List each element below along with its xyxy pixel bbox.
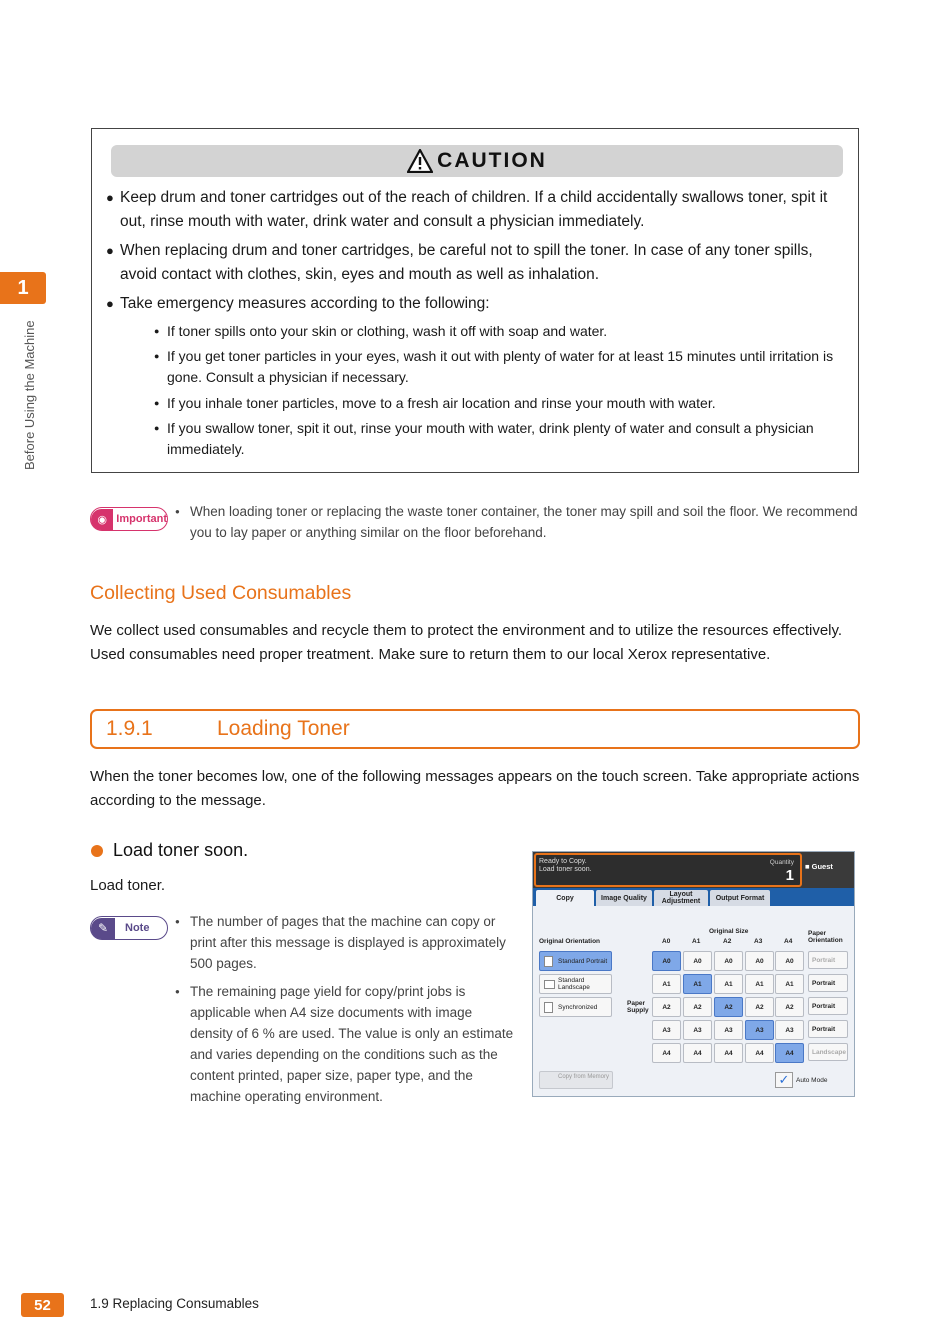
page-number: 52	[21, 1293, 64, 1317]
orientation-label: Standard Portrait	[558, 957, 608, 965]
subsection-number: 1.9.1	[106, 717, 153, 740]
paper-supply-label: Paper Supply	[627, 1000, 649, 1014]
quantity-value: 1	[785, 867, 794, 884]
orientation-standard-landscape[interactable]	[539, 974, 612, 994]
size-cell[interactable]: A2	[714, 997, 743, 1017]
chapter-title-vertical: Before Using the Machine	[22, 320, 37, 470]
tab-image-quality-label: Image Quality	[601, 894, 647, 902]
note-bullet: ● The remaining page yield for copy/print jobs is applicable when A4 size documents with image density of 6 % are used. The value is only an estimate and varies depending on the conditions such as the content printed, paper size, paper type, and the machine operating environment.	[175, 981, 515, 1107]
screen-status-message	[534, 853, 802, 887]
paper-orientation-button[interactable]: Landscape	[808, 1043, 848, 1061]
quantity-label: Quantity	[769, 859, 794, 866]
size-cell[interactable]: A1	[775, 974, 804, 994]
size-col-header: A1	[692, 938, 701, 945]
size-cell[interactable]: A4	[775, 1043, 804, 1063]
size-cell[interactable]: A1	[745, 974, 774, 994]
caution-bullet: ● When replacing drum and toner cartridges, be careful not to spill the toner. In case of any toner spills, avoid contact with clothes, skin, eyes and mouth as well as inhalation.	[106, 239, 846, 287]
important-badge	[90, 507, 168, 531]
screen-tab-bar	[533, 888, 854, 906]
footer-section: 1.9 Replacing Consumables	[90, 1296, 259, 1311]
caution-title: CAUTION	[437, 149, 547, 172]
copy-from-memory-button[interactable]: Copy from Memory	[539, 1071, 613, 1089]
auto-mode-label: Auto Mode	[796, 1076, 828, 1084]
orientation-standard-portrait[interactable]	[539, 951, 612, 971]
size-cell[interactable]: A0	[745, 951, 774, 971]
size-cell[interactable]: A4	[683, 1043, 712, 1063]
tab-layout-adjustment[interactable]	[654, 890, 708, 906]
orientation-label: Synchronized	[558, 1003, 598, 1011]
note-label: Note	[125, 922, 150, 934]
important-text: ● When loading toner or replacing the waste toner container, the toner may spill and soil the floor. We recommend you to lay paper or anything similar on the floor beforehand.	[175, 501, 865, 543]
tab-image-quality[interactable]	[596, 890, 652, 906]
size-cell[interactable]: A2	[652, 997, 681, 1017]
important-icon: ◉	[91, 509, 113, 530]
subsection-title: Loading Toner	[217, 717, 350, 740]
tab-copy[interactable]	[536, 890, 594, 906]
size-cell[interactable]: A0	[775, 951, 804, 971]
caution-sub-bullet: ● If toner spills onto your skin or clothing, wash it off with soap and water.	[154, 321, 844, 342]
size-cell[interactable]: A3	[775, 1020, 804, 1040]
size-cell[interactable]: A2	[683, 997, 712, 1017]
touch-screen-illustration	[532, 851, 855, 1097]
size-cell[interactable]: A4	[745, 1043, 774, 1063]
original-orientation-label: Original Orientation	[539, 938, 601, 945]
tab-copy-label: Copy	[556, 894, 574, 902]
size-cell[interactable]: A3	[714, 1020, 743, 1040]
size-col-header: A4	[784, 938, 793, 945]
size-cell[interactable]: A2	[775, 997, 804, 1017]
checkmark-icon: ✓	[775, 1072, 793, 1088]
size-cell[interactable]: A3	[683, 1020, 712, 1040]
section-title-collecting: Collecting Used Consumables	[90, 582, 352, 604]
size-col-header: A2	[723, 938, 732, 945]
orientation-label: Standard Landscape	[558, 977, 590, 991]
size-cell[interactable]: A4	[714, 1043, 743, 1063]
tab-output-format[interactable]	[710, 890, 770, 906]
paper-orientation-button[interactable]: Portrait	[808, 974, 848, 992]
user-icon: ■	[805, 862, 812, 871]
screen-top-bar	[533, 852, 854, 888]
caution-sub-bullet: ● If you get toner particles in your eyes, wash it out with plenty of water for at least 15 minutes until irritation is gone. Consult a physician if necessary.	[154, 346, 844, 388]
pencil-icon: ✎	[91, 918, 115, 939]
size-cell[interactable]: A0	[652, 951, 681, 971]
size-cell[interactable]: A1	[683, 974, 712, 994]
original-size-label: Original Size	[709, 928, 749, 935]
portrait-page-icon	[544, 956, 553, 967]
paper-orientation-button[interactable]: Portrait	[808, 1020, 848, 1038]
landscape-page-icon	[544, 980, 555, 989]
paper-orientation-button[interactable]: Portrait	[808, 997, 848, 1015]
size-cell[interactable]: A1	[714, 974, 743, 994]
size-cell[interactable]: A0	[714, 951, 743, 971]
paper-orientation-button[interactable]: Portrait	[808, 951, 848, 969]
guest-label: Guest	[811, 862, 833, 871]
size-cell[interactable]: A2	[745, 997, 774, 1017]
note-bullet: ● The number of pages that the machine can copy or print after this message is displayed is approximately 500 pages.	[175, 911, 515, 974]
caution-sub-bullet: ● If you inhale toner particles, move to a fresh air location and rinse your mouth with water.	[154, 393, 844, 414]
caution-bullet: ● Take emergency measures according to the following:	[106, 292, 846, 316]
warning-triangle-icon	[407, 149, 433, 173]
guest-button[interactable]	[805, 862, 833, 871]
caution-header	[111, 145, 843, 177]
chapter-number-tab: 1	[0, 272, 46, 304]
size-cell[interactable]: A0	[683, 951, 712, 971]
status-line-2: Load toner soon.	[539, 866, 592, 873]
size-cell[interactable]: A3	[652, 1020, 681, 1040]
note-badge	[90, 916, 168, 940]
size-cell[interactable]: A1	[652, 974, 681, 994]
size-cell[interactable]: A4	[652, 1043, 681, 1063]
caution-box	[91, 128, 859, 473]
caution-bullet: ● Keep drum and toner cartridges out of the reach of children. If a child accidentally swallows toner, spit it out, rinse mouth with water, drink water and consult a physician immediately.	[106, 186, 846, 234]
collecting-body: We collect used consumables and recycle them to protect the environment and to utilize the resources effectively. Used consumables need proper treatment. Make sure to return them to our local Xerox representative.	[90, 622, 843, 663]
message-heading: Load toner soon.	[91, 840, 248, 861]
caution-sub-bullet: ● If you swallow toner, spit it out, rinse your mouth with water, drink plenty of water and consult a physician immediately.	[154, 418, 844, 460]
subsection-heading	[90, 709, 860, 749]
size-cell[interactable]: A3	[745, 1020, 774, 1040]
subsection-intro: When the toner becomes low, one of the following messages appears on the touch screen. Take appropriate actions according to the message.	[90, 768, 860, 809]
auto-mode-toggle[interactable]	[775, 1072, 827, 1088]
paper-orientation-label: Paper Orientation	[808, 930, 843, 944]
status-line-1: Ready to Copy.	[539, 858, 587, 865]
tab-output-label: Output Format	[715, 894, 765, 902]
important-label: Important	[116, 513, 167, 525]
message-action: Load toner.	[90, 877, 166, 894]
synchronized-icon	[544, 1002, 553, 1013]
tab-layout-label: Layout Adjustment	[661, 891, 701, 905]
size-col-header: A0	[662, 938, 671, 945]
size-col-header: A3	[754, 938, 763, 945]
orientation-synchronized[interactable]	[539, 997, 612, 1017]
